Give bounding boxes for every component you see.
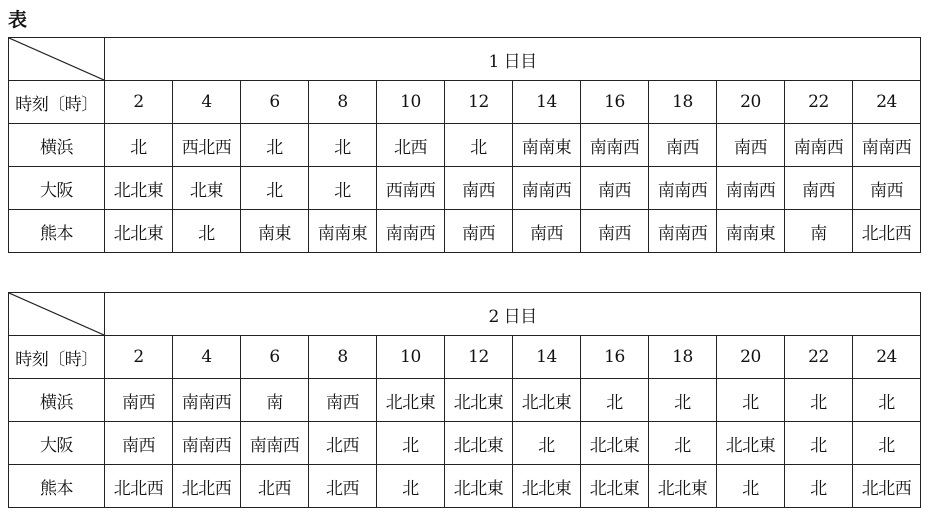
wind-direction-cell: 北北東 bbox=[513, 379, 581, 422]
city-row bbox=[9, 465, 921, 508]
wind-direction-cell: 南南西 bbox=[649, 167, 717, 210]
corner-diagonal-cell bbox=[9, 38, 105, 81]
wind-direction-cell: 南西 bbox=[785, 167, 853, 210]
city-name: 大阪 bbox=[9, 422, 105, 465]
wind-table-day-1 bbox=[8, 37, 921, 253]
day-header-row bbox=[9, 38, 921, 81]
wind-direction-cell: 北北東 bbox=[377, 379, 445, 422]
wind-direction-cell: 北 bbox=[785, 422, 853, 465]
city-name: 熊本 bbox=[9, 465, 105, 508]
hour-cell: 12 bbox=[445, 336, 513, 379]
wind-direction-cell: 北 bbox=[105, 124, 173, 167]
wind-direction-cell: 北 bbox=[785, 379, 853, 422]
hour-cell: 6 bbox=[241, 81, 309, 124]
wind-direction-cell: 北 bbox=[513, 422, 581, 465]
wind-direction-cell: 北 bbox=[853, 379, 921, 422]
wind-direction-cell: 北 bbox=[309, 124, 377, 167]
hour-cell: 14 bbox=[513, 336, 581, 379]
wind-direction-cell: 南南西 bbox=[649, 210, 717, 253]
wind-table-day-2 bbox=[8, 292, 921, 508]
corner-diagonal-cell bbox=[9, 293, 105, 336]
page-title: 表 bbox=[8, 9, 28, 31]
wind-direction-cell: 北 bbox=[717, 379, 785, 422]
wind-direction-cell: 南南西 bbox=[785, 124, 853, 167]
wind-direction-cell: 南南東 bbox=[309, 210, 377, 253]
hour-cell: 18 bbox=[649, 336, 717, 379]
wind-direction-cell: 北北東 bbox=[581, 422, 649, 465]
wind-direction-cell: 北北東 bbox=[445, 422, 513, 465]
hour-cell: 2 bbox=[105, 336, 173, 379]
wind-direction-cell: 北 bbox=[649, 379, 717, 422]
wind-direction-cell: 北北東 bbox=[581, 465, 649, 508]
wind-direction-cell: 北 bbox=[853, 422, 921, 465]
hour-cell: 22 bbox=[785, 336, 853, 379]
wind-direction-cell: 南南西 bbox=[241, 422, 309, 465]
hour-cell: 10 bbox=[377, 336, 445, 379]
city-name: 横浜 bbox=[9, 124, 105, 167]
city-row bbox=[9, 124, 921, 167]
hour-header-row bbox=[9, 336, 921, 379]
wind-direction-cell: 西北西 bbox=[173, 124, 241, 167]
wind-direction-cell: 北北東 bbox=[445, 465, 513, 508]
wind-direction-cell: 北東 bbox=[173, 167, 241, 210]
hour-cell: 16 bbox=[581, 81, 649, 124]
wind-direction-cell: 北北西 bbox=[853, 210, 921, 253]
wind-direction-cell: 北北東 bbox=[513, 465, 581, 508]
hour-cell: 8 bbox=[309, 81, 377, 124]
wind-direction-cell: 北北西 bbox=[853, 465, 921, 508]
hour-cell: 2 bbox=[105, 81, 173, 124]
wind-direction-cell: 南南西 bbox=[377, 210, 445, 253]
diagonal-line-icon bbox=[9, 38, 104, 80]
wind-direction-cell: 南西 bbox=[513, 210, 581, 253]
wind-direction-cell: 南南西 bbox=[853, 124, 921, 167]
wind-direction-cell: 南西 bbox=[309, 379, 377, 422]
hour-header-label: 時刻〔時〕 bbox=[9, 336, 105, 379]
city-name: 大阪 bbox=[9, 167, 105, 210]
wind-direction-cell: 北 bbox=[377, 422, 445, 465]
hour-cell: 24 bbox=[853, 81, 921, 124]
wind-direction-cell: 北北東 bbox=[717, 422, 785, 465]
wind-direction-cell: 南南西 bbox=[717, 167, 785, 210]
day-header-row bbox=[9, 293, 921, 336]
wind-direction-cell: 南西 bbox=[105, 422, 173, 465]
wind-direction-cell: 南東 bbox=[241, 210, 309, 253]
wind-direction-cell: 南南西 bbox=[513, 167, 581, 210]
wind-direction-cell: 南南東 bbox=[513, 124, 581, 167]
wind-direction-cell: 南西 bbox=[445, 210, 513, 253]
wind-direction-cell: 南西 bbox=[853, 167, 921, 210]
wind-direction-cell: 北西 bbox=[309, 422, 377, 465]
city-row bbox=[9, 167, 921, 210]
hour-cell: 8 bbox=[309, 336, 377, 379]
wind-direction-cell: 北 bbox=[309, 167, 377, 210]
day-label: 2 日目 bbox=[105, 293, 921, 336]
wind-direction-cell: 北 bbox=[241, 124, 309, 167]
diagonal-line-icon bbox=[9, 293, 104, 335]
wind-direction-cell: 北 bbox=[173, 210, 241, 253]
wind-direction-cell: 北 bbox=[785, 465, 853, 508]
wind-direction-cell: 北 bbox=[377, 465, 445, 508]
wind-direction-cell: 北北東 bbox=[445, 379, 513, 422]
wind-direction-cell: 北北東 bbox=[105, 167, 173, 210]
wind-direction-cell: 北北西 bbox=[173, 465, 241, 508]
wind-direction-cell: 南西 bbox=[445, 167, 513, 210]
wind-direction-cell: 北北東 bbox=[649, 465, 717, 508]
wind-direction-cell: 南西 bbox=[717, 124, 785, 167]
wind-direction-cell: 北 bbox=[717, 465, 785, 508]
hour-cell: 22 bbox=[785, 81, 853, 124]
hour-cell: 20 bbox=[717, 336, 785, 379]
wind-direction-cell: 南南西 bbox=[173, 379, 241, 422]
hour-cell: 20 bbox=[717, 81, 785, 124]
hour-cell: 18 bbox=[649, 81, 717, 124]
wind-direction-cell: 南南西 bbox=[581, 124, 649, 167]
wind-direction-cell: 南西 bbox=[649, 124, 717, 167]
wind-direction-cell: 北西 bbox=[377, 124, 445, 167]
wind-direction-cell: 西南西 bbox=[377, 167, 445, 210]
hour-cell: 24 bbox=[853, 336, 921, 379]
wind-direction-cell: 南西 bbox=[581, 167, 649, 210]
wind-direction-cell: 南南東 bbox=[717, 210, 785, 253]
hour-header-row bbox=[9, 81, 921, 124]
hour-header-label: 時刻〔時〕 bbox=[9, 81, 105, 124]
wind-direction-cell: 北西 bbox=[309, 465, 377, 508]
hour-cell: 6 bbox=[241, 336, 309, 379]
wind-direction-cell: 南南西 bbox=[173, 422, 241, 465]
wind-direction-cell: 南 bbox=[785, 210, 853, 253]
wind-direction-cell: 北 bbox=[581, 379, 649, 422]
city-name: 横浜 bbox=[9, 379, 105, 422]
wind-direction-cell: 南西 bbox=[581, 210, 649, 253]
wind-direction-cell: 北北西 bbox=[105, 465, 173, 508]
hour-cell: 12 bbox=[445, 81, 513, 124]
wind-direction-cell: 北 bbox=[445, 124, 513, 167]
city-row bbox=[9, 379, 921, 422]
hour-cell: 14 bbox=[513, 81, 581, 124]
hour-cell: 4 bbox=[173, 81, 241, 124]
wind-direction-cell: 南西 bbox=[105, 379, 173, 422]
city-row bbox=[9, 422, 921, 465]
wind-direction-cell: 北 bbox=[241, 167, 309, 210]
city-name: 熊本 bbox=[9, 210, 105, 253]
hour-cell: 10 bbox=[377, 81, 445, 124]
wind-direction-cell: 北西 bbox=[241, 465, 309, 508]
city-row bbox=[9, 210, 921, 253]
hour-cell: 4 bbox=[173, 336, 241, 379]
wind-direction-cell: 南 bbox=[241, 379, 309, 422]
wind-direction-cell: 北 bbox=[649, 422, 717, 465]
hour-cell: 16 bbox=[581, 336, 649, 379]
wind-direction-cell: 北北東 bbox=[105, 210, 173, 253]
day-label: 1 日目 bbox=[105, 38, 921, 81]
